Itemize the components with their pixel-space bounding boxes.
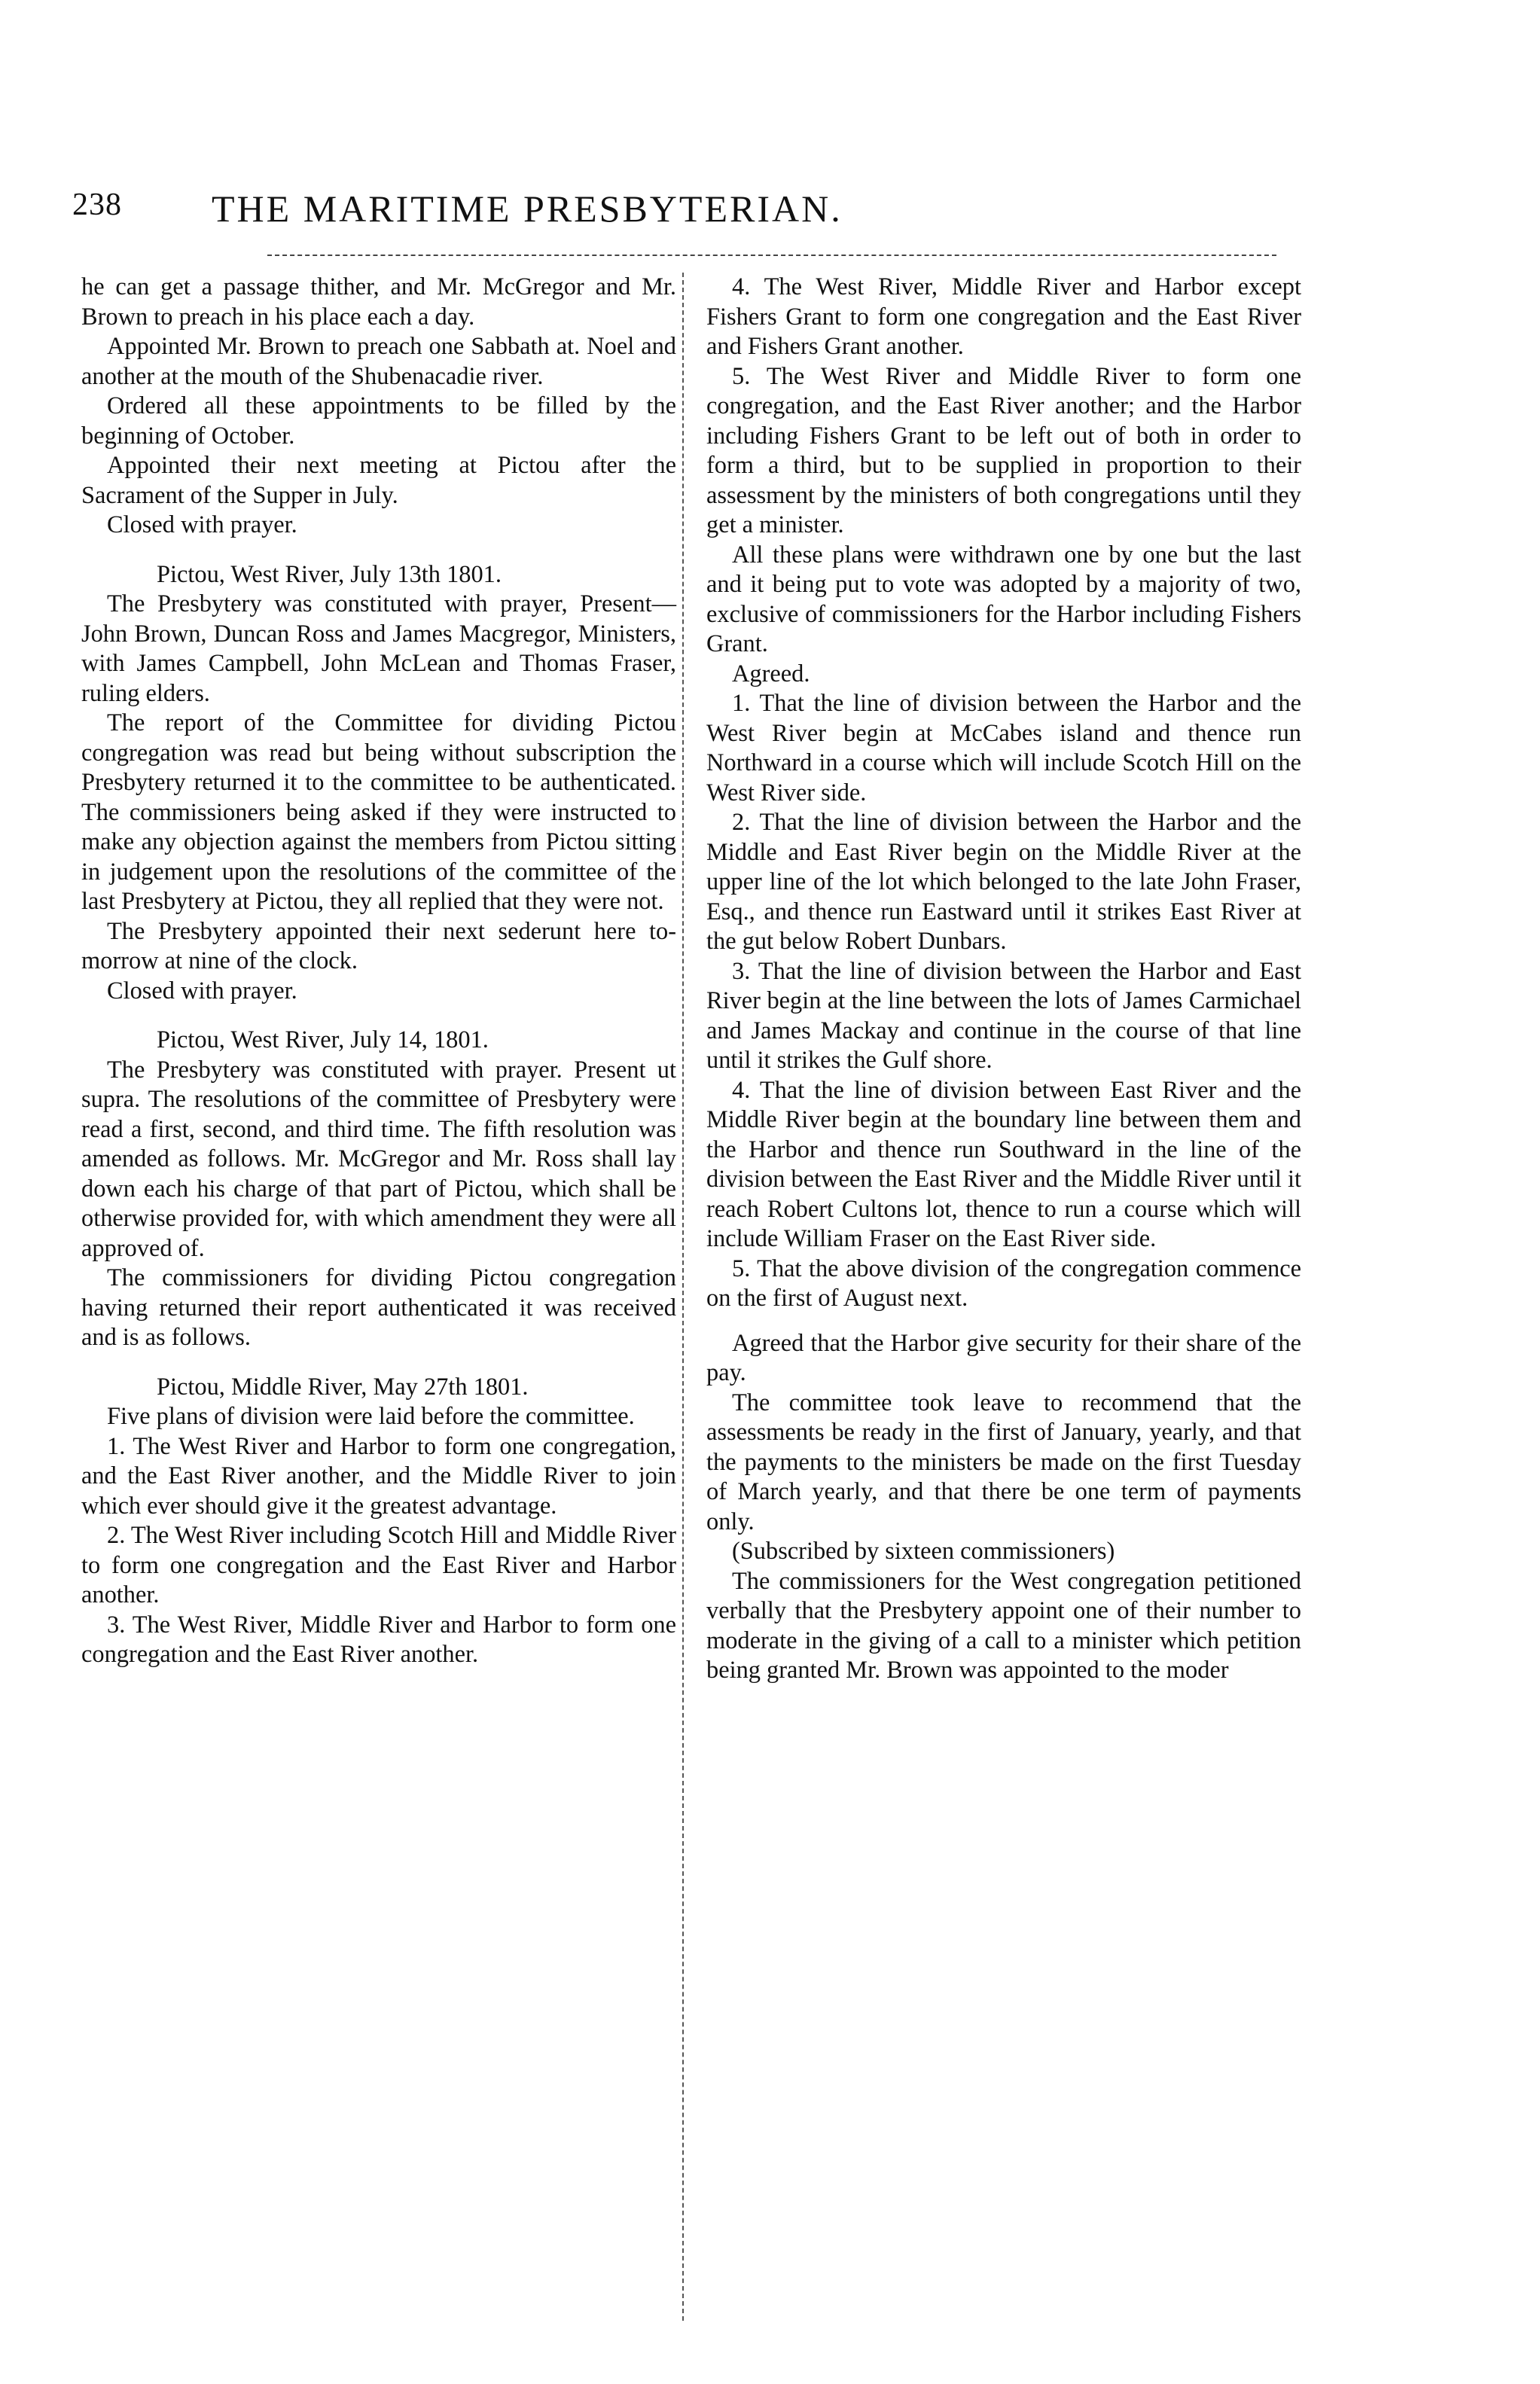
right-column xyxy=(706,273,1301,1686)
paragraph: The Presbytery was constituted with prayer. Present ut supra. The resolutions of the committee of Presbytery were read a first, second, and third time. The fifth resolution was amended as follows. Mr. McGregor and Mr. Ross shall lay down each his charge of that part of Pictou, which shall be otherwise provided for, with which amendment they were all approved of. xyxy=(81,1056,676,1262)
paragraph: Agreed. xyxy=(732,660,810,687)
left-column xyxy=(81,273,676,1670)
paragraph: he can get a passage thither, and Mr. McGregor and Mr. Brown to preach in his place each a day. xyxy=(81,273,676,331)
paragraph: The Presbytery was constituted with prayer, Present—John Brown, Duncan Ross and James Macgregor, Ministers, with James Campbell, John McLean and Thomas Fraser, ruling elders. xyxy=(81,590,676,707)
list-item: 3. That the line of division between the Harbor and East River begin at the line between the lots of James Carmichael and James Mackay and continue in the course of that line until it strikes the Gulf shore. xyxy=(706,957,1301,1074)
page-header xyxy=(72,187,1300,239)
list-item: 4. That the line of division between East River and the Middle River begin at the boundary line between them and the Harbor and thence run Southward in the line of the division between the East River and the Middle River until it reach Robert Cultons lot, thence to run a course which will include William Fraser on the East River side. xyxy=(706,1076,1301,1252)
paragraph: The commissioners for the West congregation petitioned verbally that the Presbytery appoint one of their number to moderate in the giving of a call to a minister which petition being granted Mr. Brown was appointed to the moder xyxy=(706,1567,1301,1684)
list-item: 5. That the above division of the congregation commence on the first of August next. xyxy=(706,1254,1301,1312)
paragraph: Ordered all these appointments to be filled by the beginning of October. xyxy=(81,392,676,450)
paragraph: The report of the Committee for dividing Pictou congregation was read but being without subscription the Presbytery returned it to the committee to be authenticated. The commissioners being asked if they were instructed to make any objection against the members from Pictou sitting in judgement upon the resolutions of the committee of the last Presbytery at Pictou, they all replied that they were not. xyxy=(81,709,676,915)
paragraph: Appointed their next meeting at Pictou after the Sacrament of the Supper in July. xyxy=(81,452,676,509)
dateline: Pictou, West River, July 14, 1801. xyxy=(157,1026,489,1053)
column-divider xyxy=(682,273,684,2321)
running-title: THE MARITIME PRESBYTERIAN. xyxy=(212,187,843,230)
list-item: 5. The West River and Middle River to form one congregation, and the East River another; and the Harbor including Fishers Grant to be left out of both in order to form a third, but to be supplied in proportion to their assessment by the ministers of both congregations until they get a minister. xyxy=(706,362,1301,538)
list-item: 1. The West River and Harbor to form one congregation, and the East River another, and the Middle River to join which ever should give it the greatest advantage. xyxy=(81,1432,676,1520)
paragraph: Closed with prayer. xyxy=(107,977,297,1005)
list-item: 1. That the line of division between the Harbor and the West River begin at McCabes island and thence run Northward in a course which will include Scotch Hill on the West River side. xyxy=(706,690,1301,806)
paragraph: The committee took leave to recommend that the assessments be ready in the first of January, yearly, and that the payments to the ministers be made on the first Tuesday of March yearly, and that there be one term of payments only. xyxy=(706,1389,1301,1535)
paragraph: Five plans of division were laid before the committee. xyxy=(107,1403,635,1430)
list-item: 2. The West River including Scotch Hill and Middle River to form one congregation and the East River and Harbor another. xyxy=(81,1522,676,1608)
paragraph: Appointed Mr. Brown to preach one Sabbath at. Noel and another at the mouth of the Shubenacadie river. xyxy=(81,333,676,390)
paragraph: All these plans were withdrawn one by one but the last and it being put to vote was adopted by a majority of two, exclusive of commissioners for the Harbor including Fishers Grant. xyxy=(706,541,1301,657)
header-rule xyxy=(267,255,1276,256)
dateline: Pictou, West River, July 13th 1801. xyxy=(157,560,502,588)
list-item: 3. The West River, Middle River and Harbor to form one congregation and the East River another. xyxy=(81,1611,676,1668)
paragraph: (Subscribed by sixteen commissioners) xyxy=(732,1538,1115,1565)
paragraph: The commissioners for dividing Pictou congregation having returned their report authenticated it was received and is as follows. xyxy=(81,1264,676,1351)
paragraph: Closed with prayer. xyxy=(107,511,297,538)
list-item: 2. That the line of division between the Harbor and the Middle and East River begin on the Middle River at the upper line of the lot which belonged to the late John Fraser, Esq., and thence run Eastward until it strikes East River at the gut below Robert Dunbars. xyxy=(706,809,1301,955)
paragraph: Agreed that the Harbor give security for their share of the pay. xyxy=(706,1329,1301,1386)
paragraph: The Presbytery appointed their next sederunt here to-morrow at nine of the clock. xyxy=(81,917,676,974)
page-number: 238 xyxy=(72,187,122,222)
list-item: 4. The West River, Middle River and Harbor except Fishers Grant to form one congregation and the East River and Fishers Grant another. xyxy=(706,273,1301,360)
dateline: Pictou, Middle River, May 27th 1801. xyxy=(157,1373,529,1401)
